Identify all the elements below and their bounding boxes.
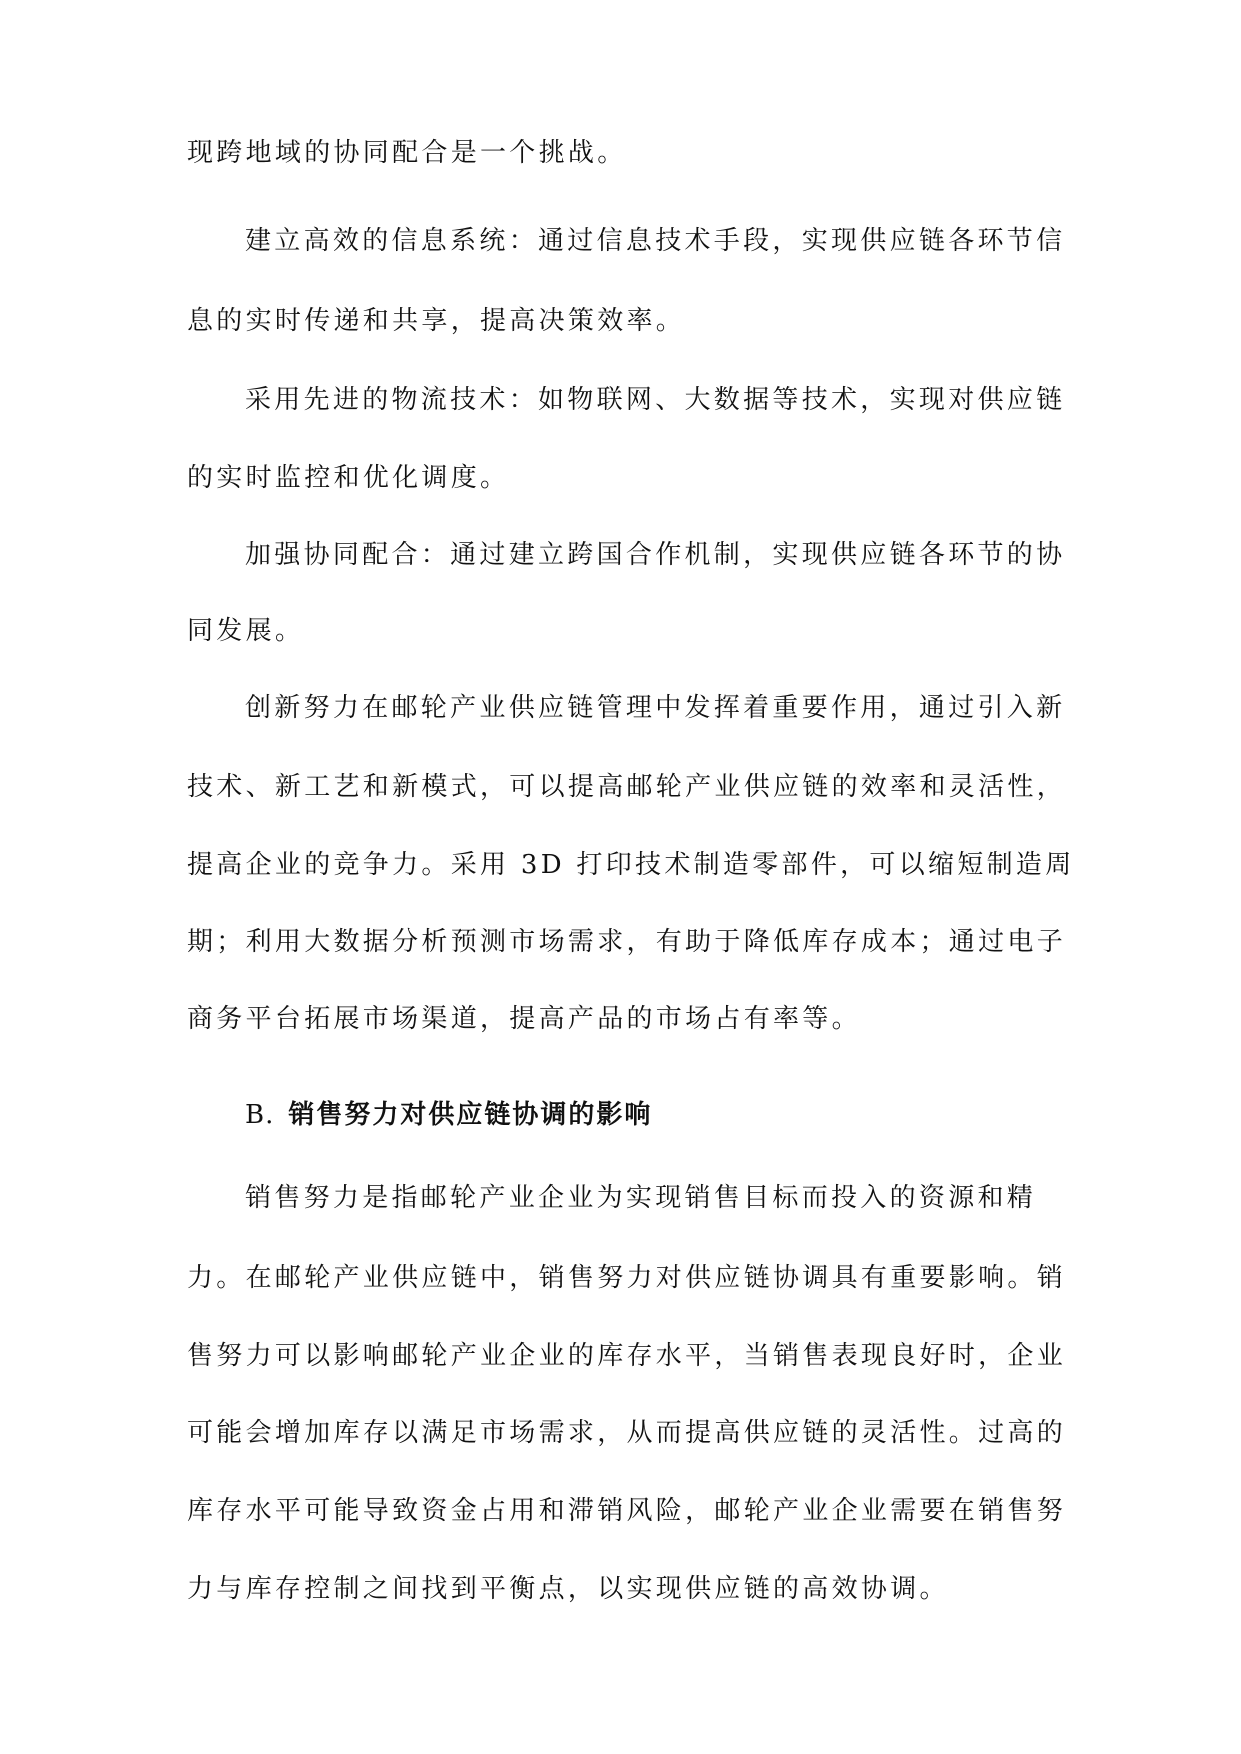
section-heading-number: B.	[245, 1100, 275, 1130]
paragraph-4-line-2: 技术、新工艺和新模式，可以提高邮轮产业供应链的效率和灵活性，	[187, 772, 1067, 802]
paragraph-5-line-5: 库存水平可能导致资金占用和滞销风险，邮轮产业企业需要在销售努	[187, 1496, 1067, 1526]
paragraph-5-line-1: 销售努力是指邮轮产业企业为实现销售目标而投入的资源和精	[245, 1183, 1037, 1213]
section-heading-title: 销售努力对供应链协调的影响	[288, 1100, 653, 1130]
paragraph-5-line-4: 可能会增加库存以满足市场需求，从而提高供应链的灵活性。过高的	[187, 1418, 1067, 1448]
paragraph-5-line-3: 售努力可以影响邮轮产业企业的库存水平，当销售表现良好时，企业	[187, 1341, 1067, 1371]
paragraph-1-line-1: 建立高效的信息系统：通过信息技术手段，实现供应链各环节信	[245, 226, 1066, 256]
paragraph-3-line-2: 同发展。	[187, 616, 305, 646]
paragraph-4-line-1: 创新努力在邮轮产业供应链管理中发挥着重要作用，通过引入新	[245, 693, 1066, 723]
paragraph-4-line-3: 提高企业的竞争力。采用 3D 打印技术制造零部件，可以缩短制造周	[187, 850, 1075, 880]
paragraph-4-line-5: 商务平台拓展市场渠道，提高产品的市场占有率等。	[187, 1004, 861, 1034]
paragraph-2-line-2: 的实时监控和优化调度。	[187, 463, 510, 493]
paragraph-1-line-2: 息的实时传递和共享，提高决策效率。	[187, 306, 686, 336]
section-heading	[245, 1098, 652, 1132]
paragraph-5-line-6: 力与库存控制之间找到平衡点，以实现供应链的高效协调。	[187, 1574, 949, 1604]
paragraph-5-line-2: 力。在邮轮产业供应链中，销售努力对供应链协调具有重要影响。销	[187, 1263, 1067, 1293]
paragraph-4-line-4: 期；利用大数据分析预测市场需求，有助于降低库存成本；通过电子	[187, 927, 1067, 957]
paragraph-3-line-1: 加强协同配合：通过建立跨国合作机制，实现供应链各环节的协	[245, 540, 1066, 570]
paragraph-0-line-1: 现跨地域的协同配合是一个挑战。	[187, 138, 627, 168]
paragraph-2-line-1: 采用先进的物流技术：如物联网、大数据等技术，实现对供应链	[245, 385, 1066, 415]
